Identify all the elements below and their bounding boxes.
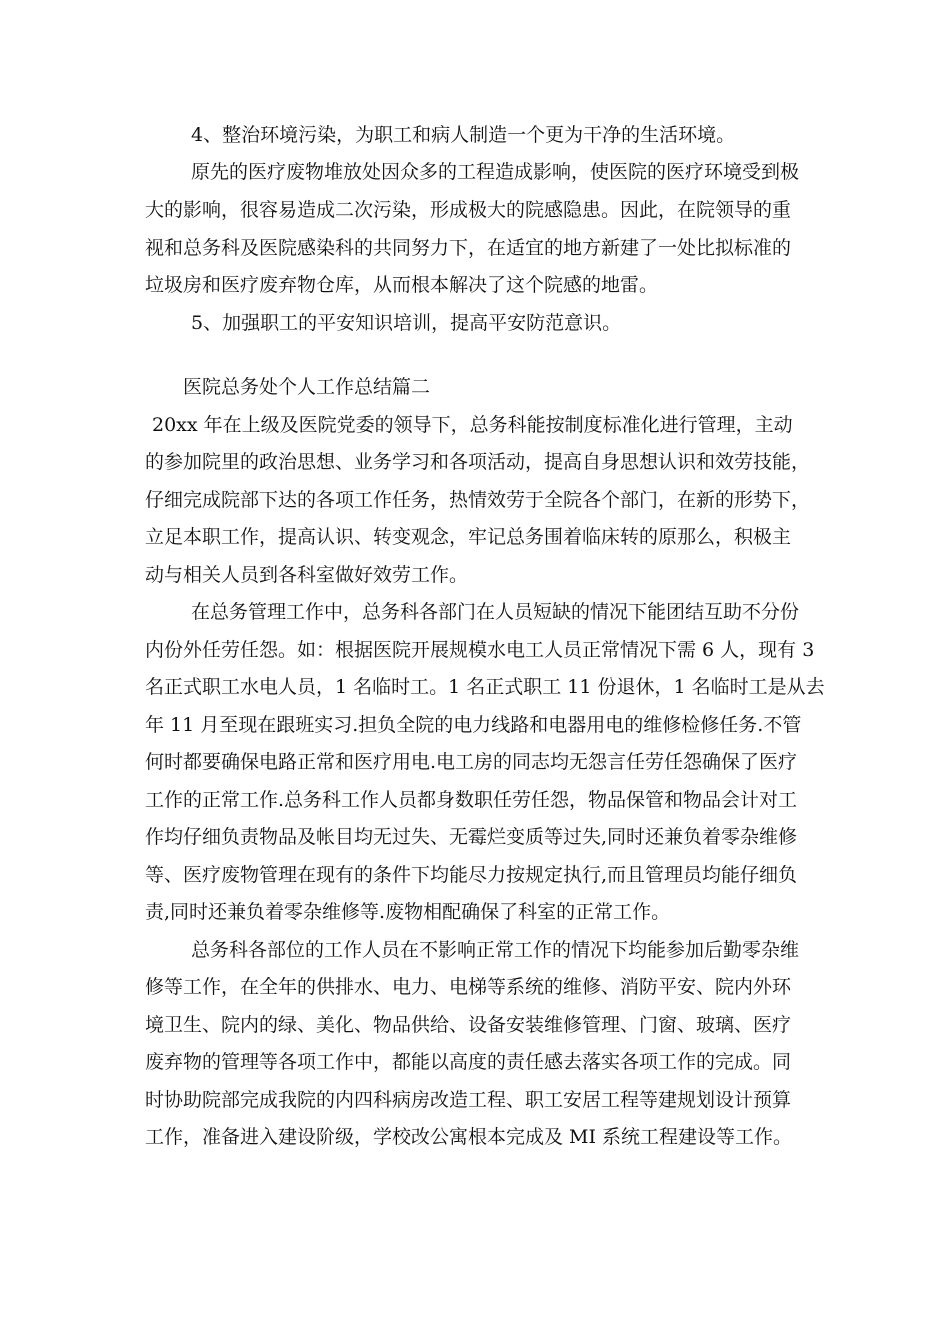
paragraph-line: 工作，准备进入建设阶级，学校改公寓根本完成及 MI 系统工程建设等工作。 <box>145 1126 793 1148</box>
paragraph-line: 境卫生、院内的绿、美化、物品供给、设备安装维修管理、门窗、玻璃、医疗 <box>145 1014 792 1036</box>
paragraph-line: 的参加院里的政治思想、业务学习和各项活动，提高自身思想认识和效劳技能， <box>145 451 811 473</box>
paragraph-line: 20xx 年在上级及医院党委的领导下，总务科能按制度标准化进行管理，主动 <box>152 414 793 436</box>
paragraph-line: 作均仔细负责物品及帐目均无过失、无霉烂变质等过失,同时还兼负着零杂维修 <box>145 826 798 848</box>
paragraph-line: 原先的医疗废物堆放处因众多的工程造成影响，使医院的医疗环境受到极 <box>191 161 800 183</box>
paragraph-line: 总务科各部位的工作人员在不影响正常工作的情况下均能参加后勤零杂维 <box>191 939 800 961</box>
paragraph-line: 垃圾房和医疗废弃物仓库，从而根本解决了这个院感的地雷。 <box>145 274 659 296</box>
paragraph-line: 时协助院部完成我院的内四科病房改造工程、职工安居工程等建规划设计预算 <box>145 1089 792 1111</box>
item-4-text: 4、整治环境污染，为职工和病人制造一个更为干净的生活环境。 <box>191 124 736 146</box>
paragraph-line: 名正式职工水电人员，1 名临时工。1 名正式职工 11 份退休，1 名临时工是从去 <box>145 676 825 698</box>
paragraph-line: 视和总务科及医院感染科的共同努力下，在适宜的地方新建了一处比拟标准的 <box>145 237 792 259</box>
paragraph-line: 修等工作，在全年的供排水、电力、电梯等系统的维修、消防平安、院内外环 <box>145 976 792 998</box>
item-5-text: 5、加强职工的平安知识培训，提高平安防范意识。 <box>191 312 622 334</box>
paragraph-line: 责,同时还兼负着零杂维修等.废物相配确保了科室的正常工作。 <box>145 901 671 923</box>
paragraph-line: 工作的正常工作.总务科工作人员都身数职任劳任怨，物品保管和物品会计对工 <box>145 789 798 811</box>
paragraph-line: 废弃物的管理等各项工作中，都能以高度的责任感去落实各项工作的完成。同 <box>145 1051 792 1073</box>
paragraph-line: 大的影响，很容易造成二次污染，形成极大的院感隐患。因此，在院领导的重 <box>145 199 792 221</box>
paragraph-line: 动与相关人员到各科室做好效劳工作。 <box>145 564 469 586</box>
paragraph-line: 在总务管理工作中，总务科各部门在人员短缺的情况下能团结互助不分份 <box>191 601 800 623</box>
paragraph-line: 年 11 月至现在跟班实习.担负全院的电力线路和电器用电的维修检修任务.不管 <box>145 714 802 736</box>
paragraph-line: 何时都要确保电路正常和医疗用电.电工房的同志均无怨言任劳任怨确保了医疗 <box>145 751 798 773</box>
paragraph-line: 等、医疗废物管理在现有的条件下均能尽力按规定执行,而且管理员均能仔细负 <box>145 864 798 886</box>
paragraph-line: 仔细完成院部下达的各项工作任务，热情效劳于全院各个部门，在新的形势下， <box>145 489 811 511</box>
paragraph-line: 立足本职工作，提高认识、转变观念，牢记总务围着临床转的原那么，积极主 <box>145 526 792 548</box>
section-title: 医院总务处个人工作总结篇二 <box>183 376 431 398</box>
paragraph-line: 内份外任劳任怨。如：根据医院开展规模水电工人员正常情况下需 6 人，现有 3 <box>145 639 815 661</box>
